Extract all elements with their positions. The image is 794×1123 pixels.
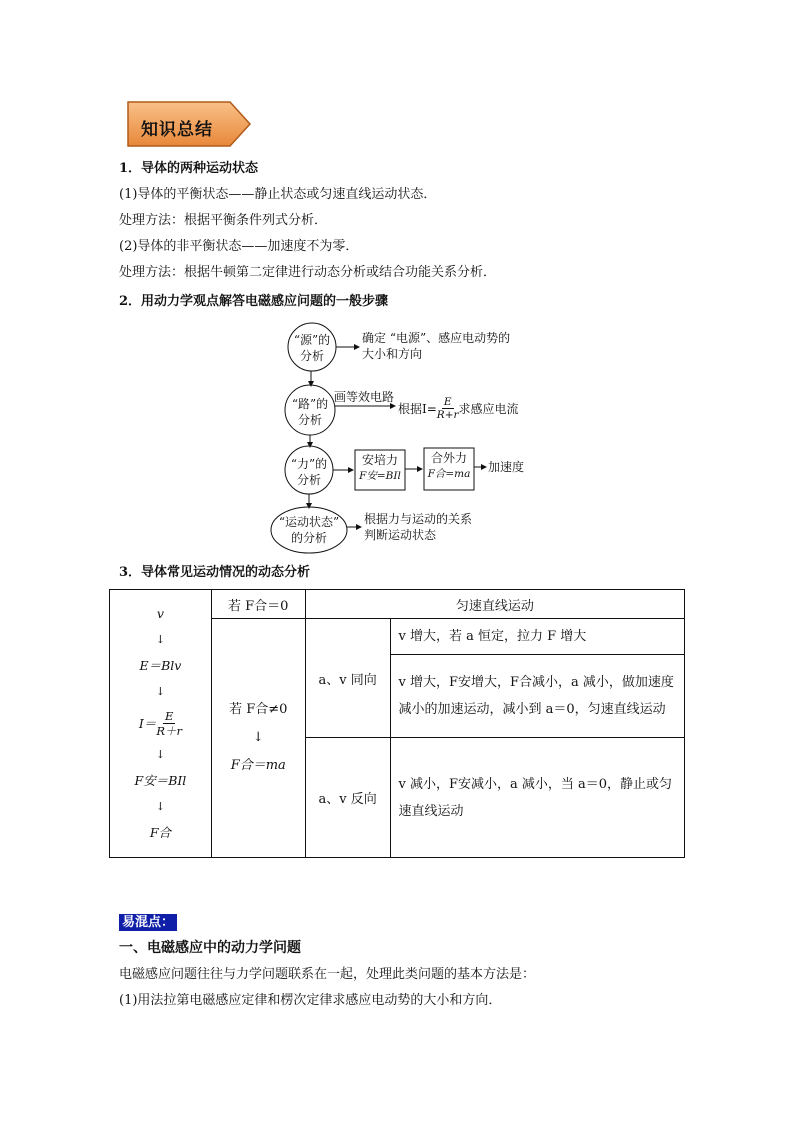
nonzero-net-force: 若 F合≠0 ↓ F合＝ma xyxy=(211,619,305,858)
opposite-direction-label: a、v 反向 xyxy=(305,738,390,858)
derivation-chain: v ↓ E＝Blv ↓ I＝ $\frac{E}{R+r}$ ↓ F安＝BIl ↓ F合 xyxy=(110,590,212,858)
confusion-label: 易混点： xyxy=(119,914,177,931)
confusion-heading: 一、电磁感应中的动力学问题 xyxy=(119,940,301,956)
road-edge-label: 画等效电路 xyxy=(334,390,395,404)
section1-heading: 1．导体的两种运动状态 xyxy=(119,161,259,176)
same-direction-case: v 增大，若 a 恒定，拉力 F 增大 xyxy=(390,619,684,655)
same-direction-label: a、v 同向 xyxy=(305,619,390,738)
confusion-line: (1)用法拉第电磁感应定律和楞次定律求感应电动势的大小和方向． xyxy=(119,993,502,1008)
section1-line: (1)导体的平衡状态——静止状态或匀速直线运动状态． xyxy=(119,187,437,202)
banner-label: 知识总结 xyxy=(141,120,213,140)
section3-heading: 3．导体常见运动情况的动态分析 xyxy=(119,565,311,580)
road-node: “路”的 分析 xyxy=(291,397,329,427)
motion-description: 根据力与运动的关系 判断运动状态 xyxy=(364,512,473,542)
motion-node: “运动状态” 的分析 xyxy=(278,515,340,545)
net-force: 合外力 F合=ma xyxy=(427,451,471,480)
source-description: 确定 “电源”、感应电动势的 大小和方向 xyxy=(362,331,511,361)
road-description: 根据I= $\frac{E}{R+r}$ 求感应电流 xyxy=(398,396,519,421)
source-node: “源”的 分析 xyxy=(293,333,331,363)
opposite-direction-case: v 减小，F安减小，a 减小，当 a＝0，静止或匀速直线运动 xyxy=(390,738,684,858)
section2-heading: 2．用动力学观点解答电磁感应问题的一般步骤 xyxy=(119,294,389,309)
zero-net-force-condition: 若 F合＝0 xyxy=(211,590,305,619)
section1-line: 处理方法：根据平衡条件列式分析． xyxy=(119,213,328,228)
ampere-force: 安培力 F安=BIl xyxy=(359,453,401,482)
same-direction-case: v 增大，F安增大，F合减小，a 减小，做加速度减小的加速运动，减小到 a＝0，匀速直线运动 xyxy=(390,655,684,738)
section1-line: 处理方法：根据牛顿第二定律进行动态分析或结合功能关系分析． xyxy=(119,265,497,280)
confusion-line: 电磁感应问题往往与力学问题联系在一起，处理此类问题的基本方法是： xyxy=(119,967,536,982)
uniform-motion-result: 匀速直线运动 xyxy=(305,590,684,619)
force-node: “力”的 分析 xyxy=(290,457,328,487)
motion-analysis-table xyxy=(109,589,685,858)
acceleration-label: 加速度 xyxy=(488,460,525,474)
section1-line: (2)导体的非平衡状态——加速度不为零． xyxy=(119,239,359,254)
